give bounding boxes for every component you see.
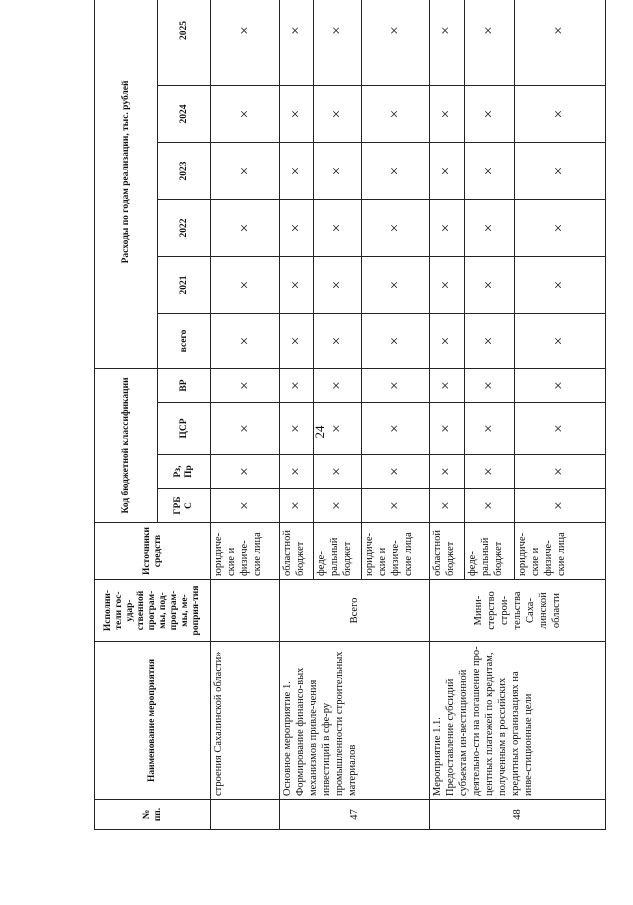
row-num: 48 xyxy=(430,800,606,830)
value-cell: × xyxy=(514,199,605,256)
value-cell: × xyxy=(514,368,605,402)
value-cell: × xyxy=(211,199,279,256)
value-cell: × xyxy=(279,85,313,142)
value-cell: × xyxy=(430,256,464,313)
activities-table xyxy=(94,0,606,830)
value-cell: × xyxy=(361,0,429,85)
value-cell: × xyxy=(430,403,464,455)
value-cell: × xyxy=(279,0,313,85)
value-cell: × xyxy=(279,403,313,455)
value-cell: × xyxy=(430,199,464,256)
header-total: всего xyxy=(158,313,211,368)
header-grbs: ГРБ С xyxy=(158,489,211,523)
source-cell: областной бюджет xyxy=(279,523,313,580)
value-cell: × xyxy=(514,85,605,142)
value-cell: × xyxy=(313,313,361,368)
value-cell: × xyxy=(313,455,361,489)
table-row xyxy=(211,0,279,830)
table-row xyxy=(279,0,313,830)
value-cell: × xyxy=(313,489,361,523)
value-cell: × xyxy=(464,455,514,489)
activity-name: строения Сахалинской области» xyxy=(211,642,279,800)
executor-cell: Всего xyxy=(279,580,430,642)
value-cell: × xyxy=(211,368,279,402)
value-cell: × xyxy=(211,313,279,368)
source-cell: феде-ральный бюджет xyxy=(313,523,361,580)
header-2023: 2023 xyxy=(158,142,211,199)
value-cell: × xyxy=(361,403,429,455)
value-cell: × xyxy=(279,489,313,523)
value-cell: × xyxy=(313,0,361,85)
rotated-table-wrapper xyxy=(94,20,606,830)
value-cell: × xyxy=(313,403,361,455)
table-row xyxy=(430,0,464,830)
header-2024: 2024 xyxy=(158,85,211,142)
value-cell: × xyxy=(464,142,514,199)
value-cell: × xyxy=(430,142,464,199)
value-cell: × xyxy=(464,256,514,313)
value-cell: × xyxy=(279,455,313,489)
source-cell: феде-ральный бюджет xyxy=(464,523,514,580)
value-cell: × xyxy=(514,0,605,85)
value-cell: × xyxy=(279,368,313,402)
value-cell: × xyxy=(361,313,429,368)
value-cell: × xyxy=(313,199,361,256)
value-cell: × xyxy=(430,85,464,142)
value-cell: × xyxy=(279,313,313,368)
value-cell: × xyxy=(514,142,605,199)
activity-name: Мероприятие 1.1. Предоставление субсидий субъектам ин-вестиционной деятельно-сти на погашение про-центных платежей по кредитам, полученным в российских кредитных организациях на инве-стиционные цели xyxy=(430,642,606,800)
header-2025: 2025 xyxy=(158,0,211,85)
executor-cell xyxy=(211,580,279,642)
value-cell: × xyxy=(464,199,514,256)
header-2021: 2021 xyxy=(158,256,211,313)
value-cell: × xyxy=(514,256,605,313)
value-cell: × xyxy=(361,455,429,489)
value-cell: × xyxy=(430,455,464,489)
row-num xyxy=(211,800,279,830)
value-cell: × xyxy=(361,368,429,402)
value-cell: × xyxy=(211,489,279,523)
header-csr: ЦСР xyxy=(158,403,211,455)
value-cell: × xyxy=(430,313,464,368)
value-cell: × xyxy=(211,403,279,455)
value-cell: × xyxy=(430,0,464,85)
value-cell: × xyxy=(464,0,514,85)
executor-cell: Мини-стерство строи-тельства Саха-линской области xyxy=(430,580,606,642)
source-cell: юридиче-ские и физиче-ские лица xyxy=(514,523,605,580)
value-cell: × xyxy=(279,199,313,256)
header-executors: Исполни-тели гос-удар-ственной програм-мы, под-програм-мы, ме-роприя-тия xyxy=(95,580,211,642)
value-cell: × xyxy=(361,142,429,199)
value-cell: × xyxy=(430,489,464,523)
header-vr: ВР xyxy=(158,368,211,402)
value-cell: × xyxy=(313,85,361,142)
source-cell: областной бюджет xyxy=(430,523,464,580)
value-cell: × xyxy=(211,256,279,313)
header-2022: 2022 xyxy=(158,199,211,256)
value-cell: × xyxy=(464,85,514,142)
value-cell: × xyxy=(514,489,605,523)
value-cell: × xyxy=(361,199,429,256)
page-number: 24 xyxy=(312,425,327,439)
header-rzpr: Рз, Пр xyxy=(158,455,211,489)
source-cell: юридиче-ские и физиче-ские лица xyxy=(361,523,429,580)
value-cell: × xyxy=(464,368,514,402)
value-cell: × xyxy=(430,368,464,402)
value-cell: × xyxy=(464,489,514,523)
value-cell: × xyxy=(313,256,361,313)
activity-name: Основное мероприятие 1. Формирование финансо-вых механизмов привле-чения инвестиций в сфе-ру промышленности строительных материалов xyxy=(279,642,430,800)
header-sources: Источники средств xyxy=(95,523,211,580)
value-cell: × xyxy=(211,455,279,489)
value-cell: × xyxy=(464,403,514,455)
value-cell: × xyxy=(279,256,313,313)
value-cell: × xyxy=(464,313,514,368)
value-cell: × xyxy=(279,142,313,199)
header-num: № пп. xyxy=(95,800,211,830)
header-expenses: Расходы по годам реализации, тыс. рублей xyxy=(95,0,158,368)
value-cell: × xyxy=(514,455,605,489)
source-cell: юридиче-ские и физиче-ские лица xyxy=(211,523,279,580)
value-cell: × xyxy=(211,85,279,142)
header-budget-code: Код бюджетной классификации xyxy=(95,368,158,522)
value-cell: × xyxy=(514,313,605,368)
value-cell: × xyxy=(313,142,361,199)
value-cell: × xyxy=(361,85,429,142)
value-cell: × xyxy=(211,0,279,85)
row-num: 47 xyxy=(279,800,430,830)
value-cell: × xyxy=(361,256,429,313)
value-cell: × xyxy=(313,368,361,402)
value-cell: × xyxy=(211,142,279,199)
value-cell: × xyxy=(514,403,605,455)
value-cell: × xyxy=(361,489,429,523)
header-name: Наименование мероприятия xyxy=(95,642,211,800)
